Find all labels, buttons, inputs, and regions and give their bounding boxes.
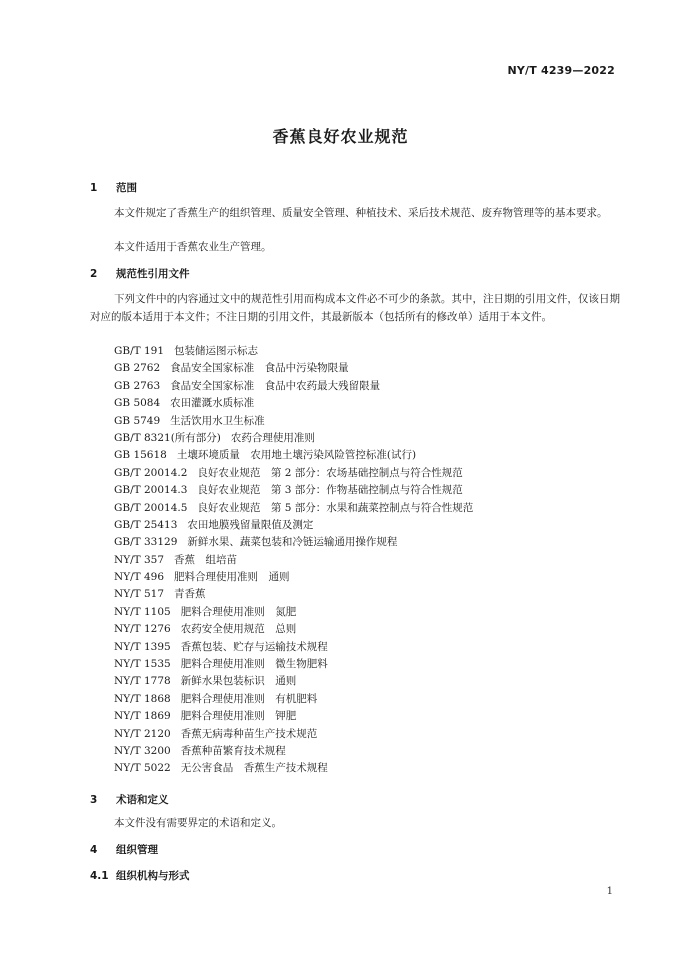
section-4-1-heading [90,868,190,883]
reference-code: GB/T 20014.5 [114,501,188,514]
reference-code: GB/T 20014.2 [114,466,188,479]
reference-code: NY/T 517 [114,588,165,601]
reference-title: 香蕉无病毒种苗生产技术规范 [180,727,318,740]
reference-title: 良好农业规范 第 5 部分：水果和蔬菜控制点与符合性规范 [197,501,474,514]
section-3-paragraph-1: 本文件没有需要界定的术语和定义。 [114,817,282,829]
section-number: 4 [90,844,98,856]
reference-title: 肥料合理使用准则 有机肥料 [180,692,318,705]
reference-item [114,743,473,760]
reference-code: GB 15618 [114,449,167,462]
reference-item [114,691,473,708]
reference-code: NY/T 496 [114,571,165,584]
reference-item [114,621,473,638]
section-4-heading [90,842,158,857]
reference-item [114,552,473,569]
reference-title: 良好农业规范 第 2 部分：农场基础控制点与符合性规范 [197,466,463,479]
reference-item [114,517,473,534]
reference-code: GB/T 33129 [114,536,178,549]
reference-item [114,482,473,499]
section-3-heading [90,792,169,807]
reference-item [114,395,473,412]
reference-item [114,500,473,517]
section-title: 组织管理 [116,844,158,856]
reference-title: 肥料合理使用准则 微生物肥料 [180,658,328,671]
reference-code: NY/T 1105 [114,605,171,618]
reference-title: 香蕉包装、贮存与运输技术规程 [180,640,328,653]
reference-title: 土壤环境质量 农用地土壤污染风险管控标准(试行) [176,449,417,462]
section-title: 范围 [116,182,137,194]
reference-title: 肥料合理使用准则 钾肥 [180,710,297,723]
reference-title: 香蕉种苗繁育技术规程 [180,744,286,757]
reference-item [114,447,473,464]
section-number: 3 [90,794,98,806]
document-title: 香蕉良好农业规范 [272,127,409,146]
reference-item [114,586,473,603]
reference-item [114,465,473,482]
document-code: NY/T 4239—2022 [507,64,615,77]
reference-item [114,656,473,673]
reference-title: 农田灌溉水质标准 [170,397,255,410]
reference-title: 香蕉 组培苗 [174,553,238,566]
reference-item [114,534,473,551]
reference-title: 青香蕉 [174,588,206,601]
reference-title: 新鲜水果包装标识 通则 [180,675,297,688]
section-title: 规范性引用文件 [116,268,190,280]
reference-code: GB 5084 [114,397,161,410]
reference-item [114,639,473,656]
reference-item [114,726,473,743]
page-number: 1 [606,886,613,897]
reference-item [114,673,473,690]
normative-references-list [114,343,473,778]
reference-code: NY/T 357 [114,553,165,566]
section-2-paragraph-1: 下列文件中的内容通过文中的规范性引用而构成本文件必不可少的条款。其中，注日期的引用文件，仅该日期对应的版本适用于本文件；不注日期的引用文件，其最新版本（包括所有的修改单）适用于本文件。 [90,293,620,323]
reference-code: NY/T 1535 [114,658,171,671]
reference-code: NY/T 2120 [114,727,171,740]
reference-code: NY/T 1276 [114,623,171,636]
reference-code: NY/T 1868 [114,692,171,705]
section-number: 1 [90,182,98,194]
reference-item [114,569,473,586]
reference-item [114,604,473,621]
reference-title: 食品安全国家标准 食品中农药最大残留限量 [170,379,381,392]
reference-code: NY/T 1395 [114,640,171,653]
reference-code: GB/T 8321(所有部分) [114,431,221,444]
reference-code: GB 2763 [114,379,161,392]
reference-code: GB 2762 [114,362,161,375]
section-2-heading [90,266,190,281]
reference-item [114,413,473,430]
reference-item [114,760,473,777]
reference-code: NY/T 5022 [114,762,171,775]
reference-code: GB 5749 [114,414,161,427]
reference-title: 农药合理使用准则 [230,431,315,444]
reference-title: 肥料合理使用准则 氮肥 [180,605,297,618]
reference-item [114,430,473,447]
reference-title: 包装储运图示标志 [174,345,259,357]
reference-title: 肥料合理使用准则 通则 [174,571,290,584]
reference-code: GB/T 20014.3 [114,484,188,497]
section-title: 术语和定义 [116,794,169,806]
section-number: 4.1 [90,870,109,882]
reference-item [114,708,473,725]
reference-title: 食品安全国家标准 食品中污染物限量 [170,362,349,375]
reference-code: NY/T 1778 [114,675,171,688]
reference-title: 农药安全使用规范 总则 [180,623,297,636]
section-1-heading [90,180,137,195]
reference-item [114,378,473,395]
reference-title: 农田地膜残留量限值及测定 [187,518,314,531]
section-title: 组织机构与形式 [116,870,190,882]
reference-title: 无公害食品 香蕉生产技术规程 [180,762,328,775]
section-number: 2 [90,268,98,280]
reference-title: 良好农业规范 第 3 部分：作物基础控制点与符合性规范 [197,484,463,497]
reference-code: NY/T 3200 [114,744,171,757]
section-1-paragraph-2: 本文件适用于香蕉农业生产管理。 [114,241,272,253]
reference-item [114,343,473,360]
reference-code: GB/T 191 [114,345,165,357]
section-1-paragraph-1: 本文件规定了香蕉生产的组织管理、质量安全管理、种植技术、采后技术规范、废弃物管理等的基本要求。 [114,207,608,219]
reference-title: 新鲜水果、蔬菜包装和冷链运输通用操作规程 [187,536,398,549]
reference-title: 生活饮用水卫生标准 [170,414,265,427]
reference-code: GB/T 25413 [114,518,178,531]
reference-item [114,360,473,377]
reference-code: NY/T 1869 [114,710,171,723]
